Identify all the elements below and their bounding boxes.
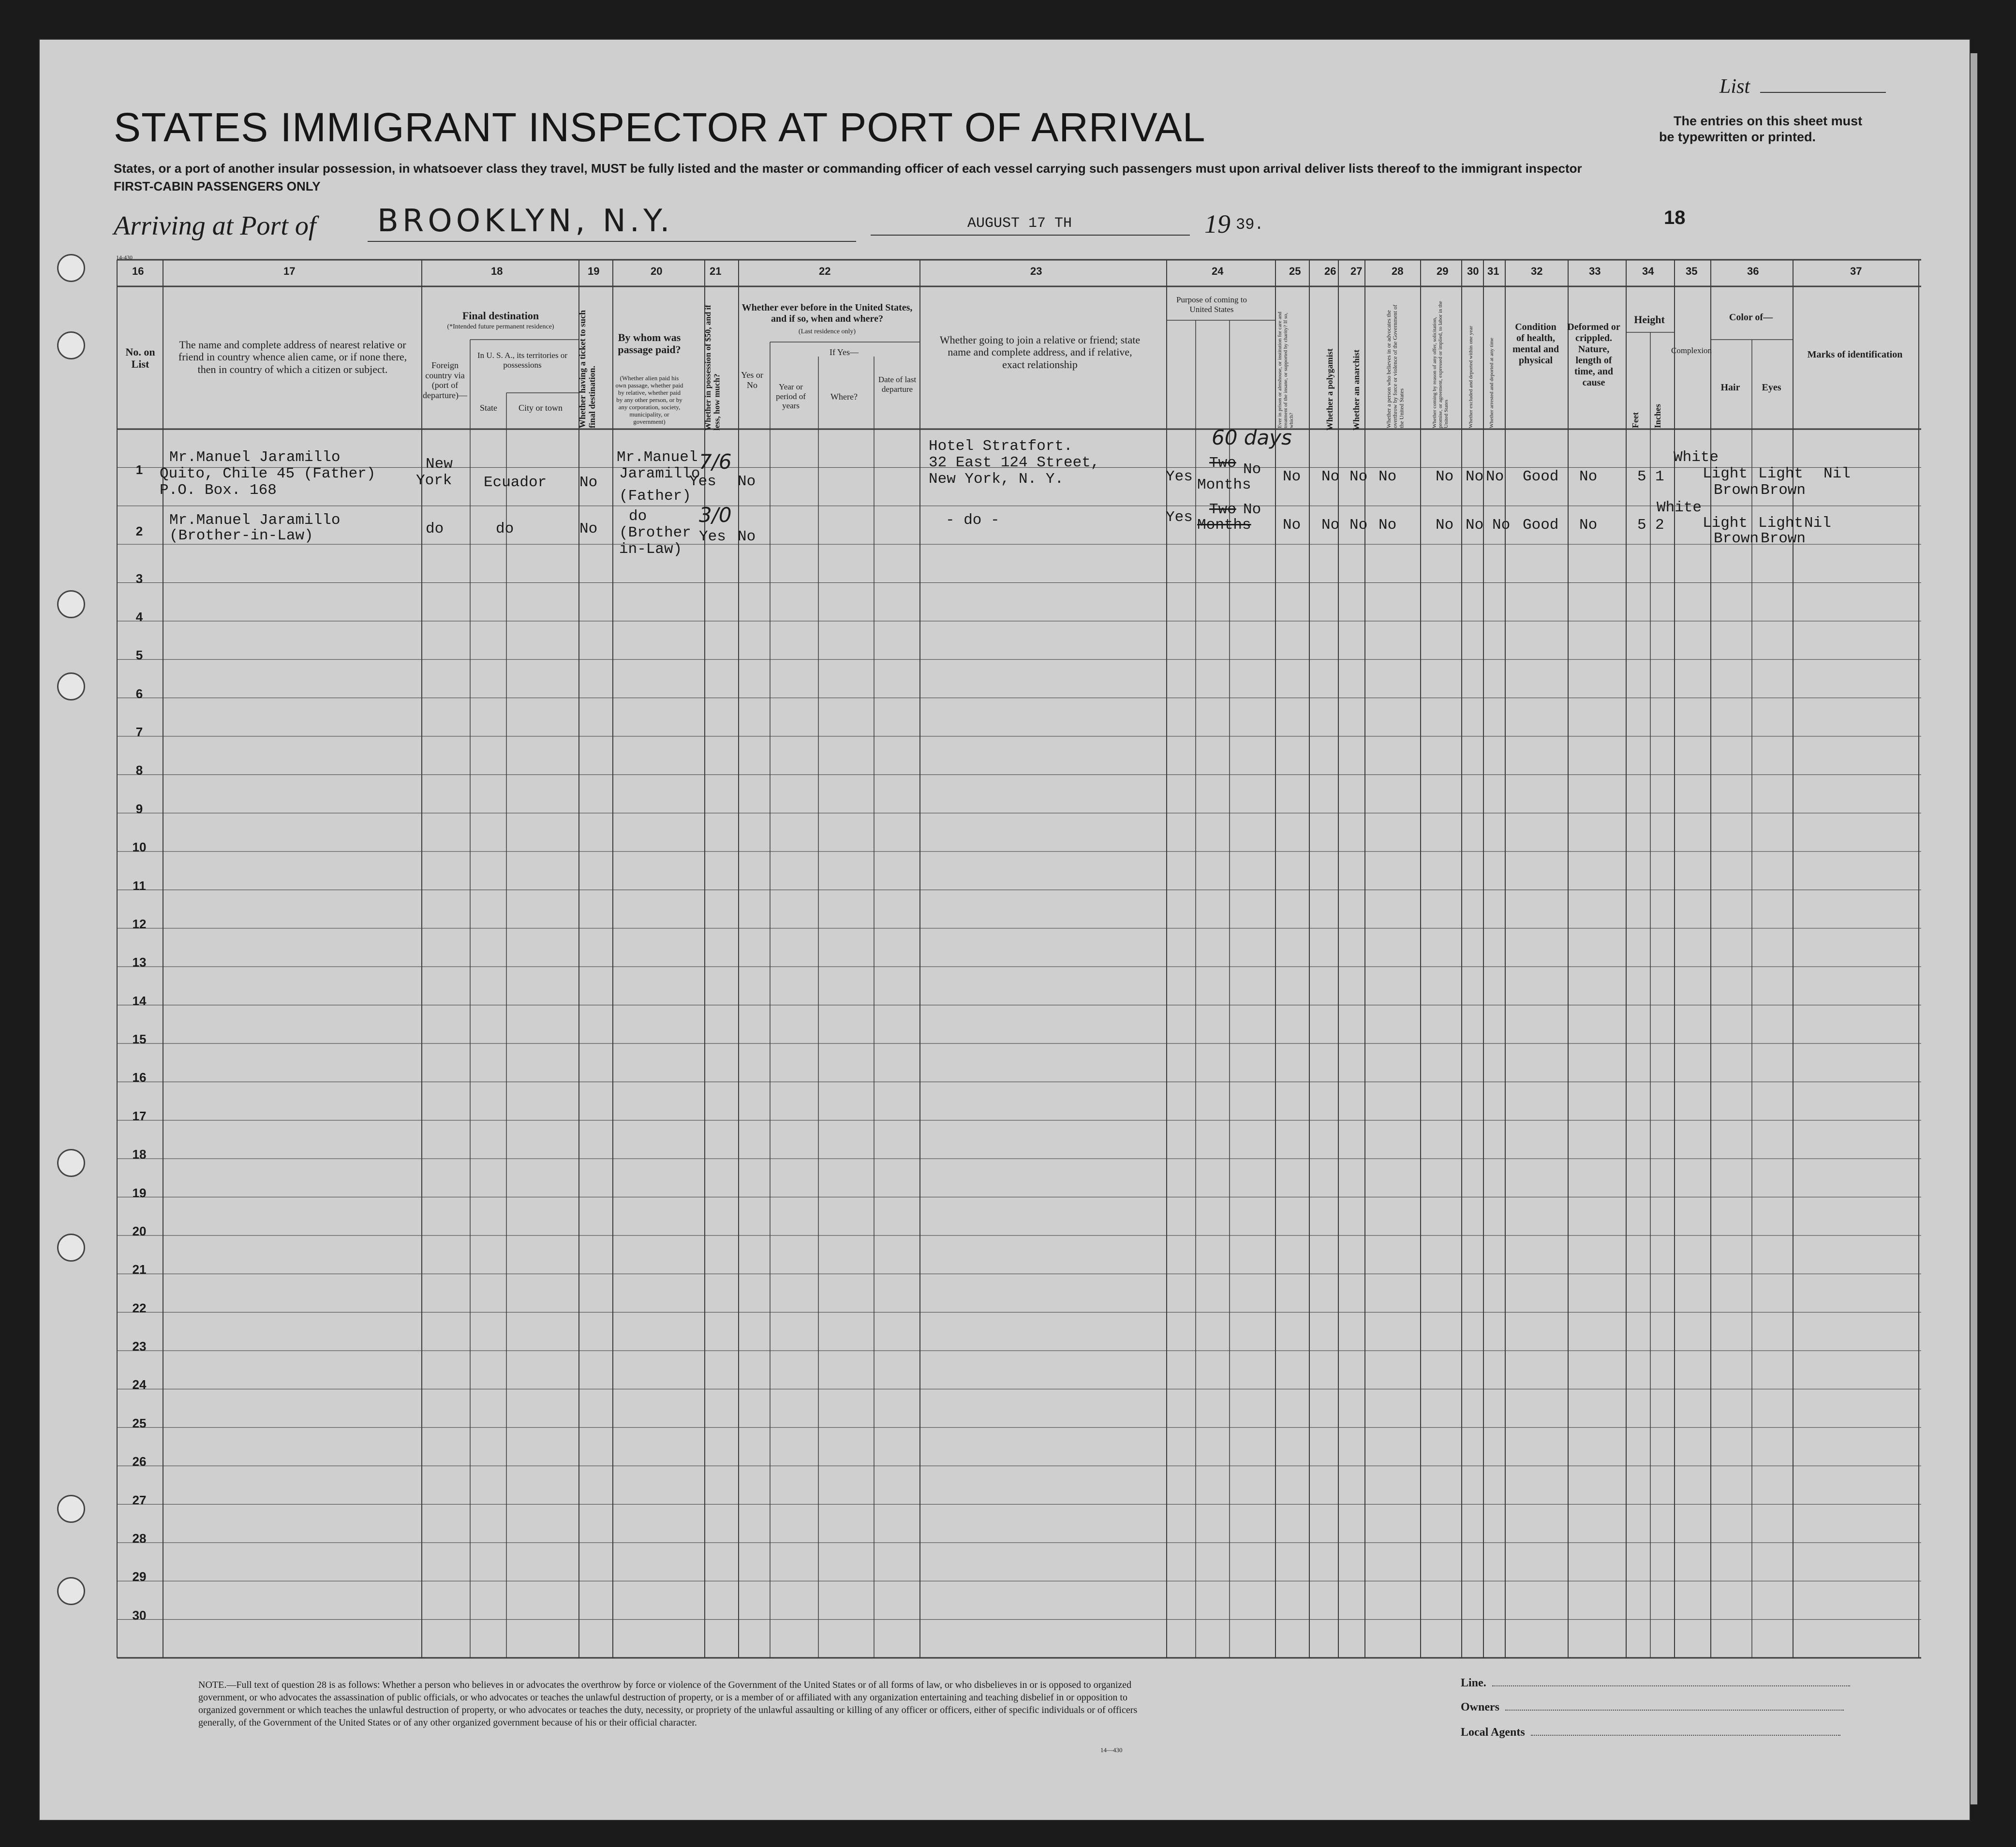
year-suffix: 39. (1236, 216, 1264, 234)
row2-complexion: White (1657, 499, 1702, 516)
punch-hole (57, 1149, 85, 1177)
row2-paid-line1: do (629, 508, 647, 525)
header-feet: Feet (1631, 412, 1640, 428)
row1-purpose: Yes (1166, 468, 1193, 485)
punch-hole (57, 1234, 85, 1262)
row1-length-handwritten: 60 days (1212, 426, 1292, 449)
row1-marks: Nil (1823, 465, 1851, 482)
row2-state: do (496, 521, 514, 537)
arrival-date: AUGUST 17 TH (967, 215, 1072, 232)
row1-joining-line2: 32 East 124 Street, (929, 454, 1100, 471)
row2-inches: 2 (1655, 517, 1664, 534)
row1-eyes-line2: Brown (1761, 482, 1806, 499)
footer-code: 14—430 (1100, 1746, 1123, 1754)
row1-relative-line2: Quito, Chile 45 (Father) (160, 465, 376, 482)
punch-hole (57, 590, 85, 618)
col-num-30: 30 (1467, 265, 1479, 277)
row-number: 24 (132, 1377, 147, 1392)
row2-marks: Nil (1804, 515, 1831, 532)
col-num-18: 18 (491, 265, 503, 277)
row-number: 6 (135, 686, 143, 701)
year-prefix: 19 (1204, 209, 1230, 238)
row-number: 26 (132, 1454, 147, 1469)
header-excluded: Whether excluded and deported within one year (1468, 326, 1474, 428)
header-ever-yes-no: Yes or No (741, 370, 763, 390)
row2-joining: - do - (946, 512, 1000, 529)
header-fifty-dollars: Whether in possession of $50, and if less, how much? (703, 305, 722, 431)
row1-length-struck: Two (1209, 455, 1236, 472)
header-color-of: Color of— (1729, 312, 1773, 323)
row1-joining-line1: Hotel Stratfort. (929, 438, 1073, 455)
row1-c27: No (1349, 468, 1368, 485)
header-no-on-list: No. on List (125, 346, 155, 371)
row1-been-before: No (738, 473, 756, 490)
col-num-27: 27 (1350, 265, 1363, 277)
header-deformed: Deformed or crippled. Nature, length of time, and cause (1567, 322, 1620, 388)
footer-note: NOTE.—Full text of question 28 is as follows: Whether a person who believes in or advocates the overthrow by force or violence of the Government of the United States or of all forms of law, or who disbelieves in or is opposed to organized government, or who advocates the assassination of public officials, or who advocates or teaches the unlawful destruction of property, or is a member of or affiliated with any organization entertaining and teaching disbelief in or opposition to organized government or which teaches the unlawful destruction of property, or who advocates or teaches the duty, necessity, or propriety of the unlawful assaulting or killing of any officer or officers, either of specific individuals or of officers generally, of the Government of the United States or of any other organized government because of his or their official character. (198, 1680, 1138, 1728)
arriving-label: Arriving at Port of (114, 211, 316, 241)
row1-c26: No (1321, 468, 1340, 485)
row-number: 25 (132, 1416, 147, 1430)
col-num-37: 37 (1850, 265, 1862, 277)
list-label: List (1720, 75, 1886, 98)
col-num-19: 19 (588, 265, 600, 277)
header-anarchist: Whether an anarchist (1351, 349, 1361, 431)
row-number: 13 (132, 955, 147, 969)
row-number: 3 (135, 571, 143, 586)
row2-paid-line2: (Brother (619, 524, 691, 541)
header-health: Condition of health, mental and physical (1512, 322, 1559, 366)
row2-hair-line2: Brown (1714, 530, 1759, 547)
row-number: 18 (132, 1147, 147, 1162)
row2-ticket: No (579, 521, 598, 537)
row-number: 22 (132, 1301, 147, 1315)
header-overthrow: Whether a person who believes in or advocates the overthrow by force or violence of the Government of the United States (1385, 304, 1405, 428)
header-height: Height (1634, 313, 1665, 326)
header-where: Where? (830, 392, 858, 402)
row2-deformed: No (1579, 517, 1598, 534)
row1-feet: 5 (1637, 468, 1646, 485)
port-name: BROOKLYN, N.Y. (377, 203, 674, 239)
col-num-35: 35 (1686, 265, 1698, 277)
col-num-36: 36 (1747, 265, 1759, 277)
table-grid (40, 40, 1970, 1820)
manifest-sheet (39, 39, 1971, 1821)
row1-hair-line1: Light (1703, 465, 1748, 482)
row1-ticket: No (579, 474, 598, 491)
row1-state: Ecuador (484, 474, 547, 491)
row2-purpose: Yes (1166, 509, 1193, 526)
row2-eyes-line1: Light (1758, 515, 1804, 532)
row2-money-handwritten: 3/0 (699, 503, 732, 527)
row-number: 27 (132, 1493, 147, 1507)
header-arrested: Whether arrested and deported at any time (1489, 338, 1495, 428)
header-state: State (480, 403, 497, 413)
punch-hole (57, 254, 85, 282)
row2-relative-line2: (Brother-in-Law) (169, 527, 313, 544)
row1-money-handwritten: 7/6 (699, 450, 732, 474)
header-eyes: Eyes (1762, 382, 1781, 393)
row-number: 5 (135, 648, 143, 662)
row-number: 20 (132, 1224, 147, 1238)
row2-money: Yes (699, 528, 726, 545)
row2-relative-line1: Mr.Manuel Jaramillo (169, 512, 341, 529)
header-period: Year or period of years (776, 382, 806, 411)
col-num-17: 17 (283, 265, 296, 277)
header-passage-paid-note: (Whether alien paid his own passage, whether paid by relative, whether paid by any other person, or by any corporation, society, municipality, or government) (615, 374, 683, 425)
row-number: 23 (132, 1339, 147, 1354)
footer-agents-label: Local Agents (1461, 1726, 1525, 1739)
col-num-33: 33 (1589, 265, 1601, 277)
row-number: 4 (135, 610, 143, 624)
row1-paid-line2: Jaramillo (619, 465, 700, 482)
punch-hole (57, 331, 85, 359)
row-number: 21 (132, 1262, 147, 1277)
header-city: City or town (518, 403, 563, 413)
row2-length: Months (1197, 517, 1251, 534)
header-purpose: Purpose of coming to United States (1176, 295, 1247, 314)
header-hair: Hair (1720, 382, 1740, 393)
header-labor-offer: Whether coming by reason of any offer, solicitation, promise, or agreement, expressed or implied, to labor in the United States (1432, 301, 1450, 428)
footer-owners-label: Owners (1461, 1701, 1499, 1713)
row2-been-before: No (738, 528, 756, 545)
header-if-yes: If Yes— (829, 347, 859, 357)
row2-c27: No (1349, 517, 1368, 534)
row1-eyes-line1: Light (1758, 465, 1804, 482)
header-passage-paid: By whom was passage paid? (618, 331, 681, 356)
col-num-25: 25 (1289, 265, 1301, 277)
page-title: STATES IMMIGRANT INSPECTOR AT PORT OF ARRIVAL (114, 104, 1206, 150)
col-num-31: 31 (1487, 265, 1499, 277)
row-number: 28 (132, 1531, 147, 1546)
row2-citizen: No (1243, 501, 1261, 518)
row-number: 1 (135, 462, 143, 477)
col-num-16: 16 (132, 265, 144, 277)
row2-c25: No (1283, 517, 1301, 534)
row1-relative-line3: P.O. Box. 168 (160, 482, 277, 499)
row2-c30: No (1466, 517, 1484, 534)
col-num-29: 29 (1437, 265, 1449, 277)
header-ever-in-prison: Ever in prison or almshouse, or institution for care and treatment of the insane, or supported by charity? If so, which? (1277, 312, 1295, 428)
row1-paid-line3: (Father) (619, 488, 691, 505)
row1-length: Months (1197, 477, 1251, 493)
row2-health: Good (1523, 517, 1559, 534)
footer-owners-field (1461, 1701, 1844, 1714)
header-final-destination-note: (*Intended future permanent residence) (447, 323, 554, 330)
row1-complexion: White (1674, 449, 1719, 466)
typewritten-note-1: The entries on this sheet must (1674, 114, 1863, 128)
header-ever-before: Whether ever before in the United States, and if so, when and where? (741, 302, 913, 324)
row-number: 30 (132, 1608, 147, 1623)
row-number: 17 (132, 1109, 147, 1123)
punch-hole (57, 672, 85, 700)
header-nearest-relative: The name and complete address of nearest relative or friend in country whence alien came, or if none there, then in country of which a citizen or subject. (178, 339, 407, 375)
row-number: 11 (133, 879, 146, 893)
col-num-28: 28 (1392, 265, 1404, 277)
date-underline (871, 235, 1190, 236)
form-code: 14-430 (116, 254, 133, 261)
subtitle: States, or a port of another insular possession, in whatsoever class they travel, MUST be fully listed and the master or commanding officer of each vessel carrying such passengers must upon arrival deliver lists thereof to the immigrant inspector (114, 161, 1582, 176)
row1-relative-line1: Mr.Manuel Jaramillo (169, 449, 341, 466)
header-last-departure: Date of last departure (878, 375, 917, 394)
row2-foreign: do (426, 521, 444, 537)
row1-foreign-line2: York (416, 472, 452, 489)
row2-c29: No (1436, 517, 1454, 534)
row-number: 7 (135, 725, 143, 739)
row1-c30: No (1466, 468, 1484, 485)
row-number: 14 (132, 994, 147, 1008)
row1-inches: 1 (1655, 468, 1664, 485)
header-inches: Inches (1653, 403, 1662, 428)
header-foreign-country: Foreign country via (port of departure)— (423, 360, 467, 401)
col-num-26: 26 (1324, 265, 1336, 277)
header-ticket: Whether having a ticket to such final destination. (578, 310, 597, 428)
row-number: 29 (132, 1569, 147, 1584)
header-complexion: Complexion (1671, 346, 1712, 355)
row2-paid-line3: in-Law) (619, 541, 682, 558)
typewritten-note-2: be typewritten or printed. (1659, 130, 1816, 144)
col-num-34: 34 (1642, 265, 1654, 277)
header-marks: Marks of identification (1807, 349, 1903, 360)
row2-c28: No (1379, 517, 1397, 534)
row1-health: Good (1523, 468, 1559, 485)
row-number: 16 (132, 1070, 147, 1085)
class-note: FIRST-CABIN PASSENGERS ONLY (114, 179, 321, 194)
row2-length-struck: Two (1209, 501, 1236, 518)
row1-c25: No (1283, 468, 1301, 485)
punch-hole (57, 1577, 85, 1605)
col-num-23: 23 (1030, 265, 1042, 277)
row1-c31: No (1486, 468, 1504, 485)
col-num-22: 22 (819, 265, 831, 277)
footer-line-label: Line (1461, 1677, 1483, 1689)
row1-c29: No (1436, 468, 1454, 485)
row1-money: Yes (689, 473, 716, 490)
row2-feet: 5 (1637, 517, 1646, 534)
footer-agents-field (1461, 1726, 1840, 1739)
row1-joining-line3: New York, N. Y. (929, 471, 1064, 488)
col-num-21: 21 (710, 265, 722, 277)
row-number: 9 (135, 802, 143, 816)
row1-hair-line2: Brown (1714, 482, 1759, 499)
row1-deformed: No (1579, 468, 1598, 485)
row-number: 10 (132, 840, 147, 854)
col-num-24: 24 (1212, 265, 1224, 277)
row-number: 15 (132, 1032, 147, 1046)
row2-eyes-line2: Brown (1761, 530, 1806, 547)
row2-c26: No (1321, 517, 1340, 534)
sheet-number: 18 (1664, 207, 1686, 228)
header-final-destination: Final destination (462, 310, 539, 322)
header-last-residence: (Last residence only) (798, 328, 856, 335)
row-number: 12 (132, 917, 147, 931)
row-number: 8 (135, 763, 143, 777)
header-joining: Whether going to join a relative or friend; state name and complete address, and if relative, exact relationship (939, 334, 1141, 371)
row2-hair-line1: Light (1703, 515, 1748, 532)
punch-hole (57, 1495, 85, 1523)
row1-c28: No (1379, 468, 1397, 485)
row1-citizen: No (1243, 461, 1261, 478)
port-underline (368, 241, 856, 242)
header-in-usa: In U. S. A., its territories or possessions (477, 351, 568, 370)
row-number: 2 (135, 524, 143, 538)
footer-line-field: Line. (1461, 1677, 1850, 1690)
col-num-20: 20 (651, 265, 663, 277)
row-number: 19 (132, 1186, 147, 1200)
col-num-32: 32 (1531, 265, 1543, 277)
header-polygamist: Whether a polygamist (1325, 348, 1334, 431)
row1-paid-line1: Mr.Manuel (617, 449, 698, 466)
row1-foreign-line1: New (426, 456, 453, 473)
row2-c31: No (1492, 517, 1511, 534)
